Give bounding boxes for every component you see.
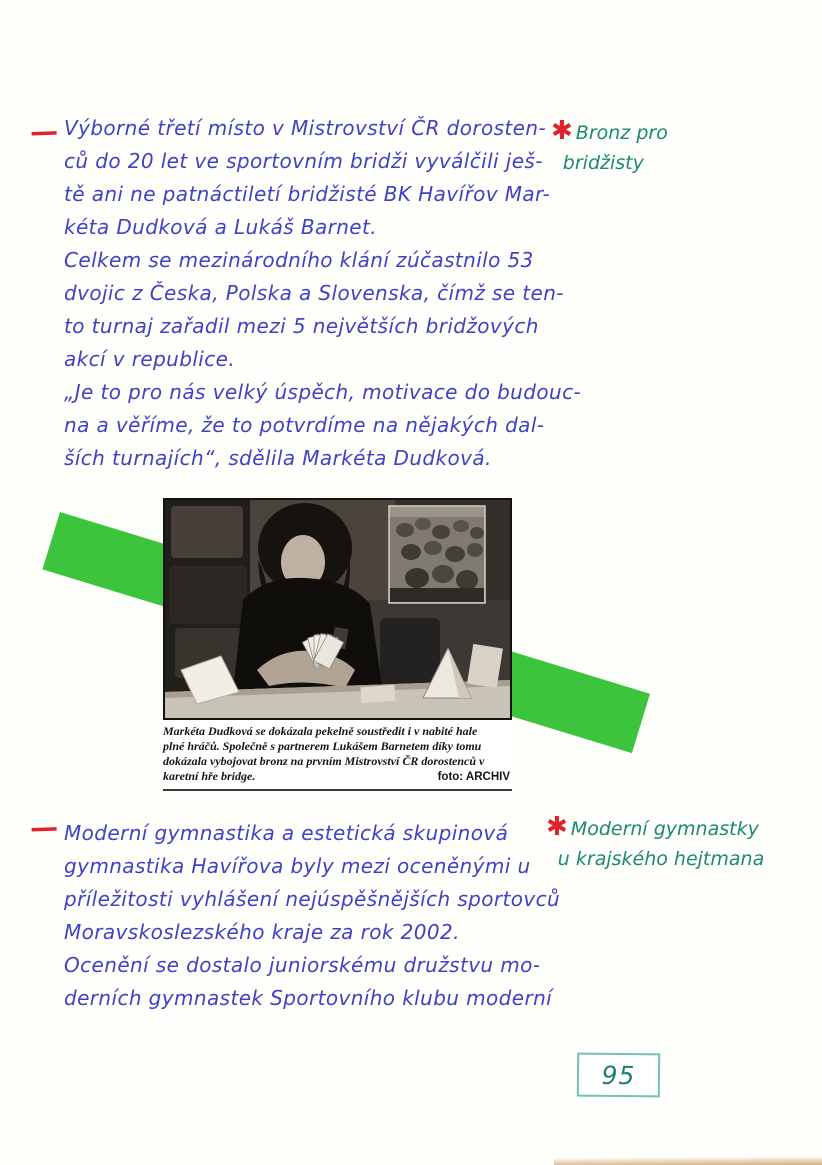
handwritten-line: tě ani ne patnáctiletí bridžisté BK Havířov Mar- bbox=[64, 182, 551, 206]
handwritten-line: Moravskoslezského kraje za rok 2002. bbox=[64, 920, 460, 944]
margin-note-line: u krajského hejtmana bbox=[557, 848, 765, 870]
margin-note-gym bbox=[546, 814, 764, 874]
article-gym-text bbox=[64, 817, 560, 1015]
handwritten-line: kéta Dudková a Lukáš Barnet. bbox=[64, 215, 378, 239]
margin-note-line: bridžisty bbox=[562, 152, 644, 174]
photo-credit: foto: ARCHIV bbox=[437, 771, 510, 783]
handwritten-line: na a věříme, že to potvrdíme na nějakých dal- bbox=[64, 413, 545, 437]
handwritten-line: ců do 20 let ve sportovním bridži vyválčili ješ- bbox=[64, 149, 543, 173]
bridge-photo-illustration bbox=[165, 500, 510, 718]
margin-note-line: Moderní gymnastky bbox=[570, 818, 759, 840]
handwritten-line: Výborné třetí místo v Mistrovství ČR dorosten- bbox=[64, 116, 547, 140]
caption-line: dokázala vybojovat bronz na prvním Mistrovství ČR dorostenců v bbox=[163, 754, 485, 768]
handwritten-line: Moderní gymnastika a estetická skupinová bbox=[64, 821, 509, 845]
handwritten-line: gymnastika Havířova byly mezi oceněnými u bbox=[64, 854, 531, 878]
caption-line: karetní hře bridge. bbox=[163, 769, 256, 783]
handwritten-line: „Je to pro nás velký úspěch, motivace do budouc- bbox=[64, 380, 582, 404]
red-dash-marker: — bbox=[29, 114, 59, 149]
caption-line: Markéta Dudková se dokázala pekelně soustředit i v nabité hale bbox=[163, 724, 478, 738]
handwritten-line: to turnaj zařadil mezi 5 největších bridžových bbox=[64, 314, 539, 338]
margin-note-bridge bbox=[551, 118, 668, 178]
handwritten-line: příležitosti vyhlášení nejúspěšnějších sportovců bbox=[64, 887, 561, 911]
handwritten-line: ších turnajích“, sdělila Markéta Dudková. bbox=[64, 446, 492, 470]
newspaper-clipping bbox=[163, 498, 512, 791]
bridge-photo bbox=[163, 498, 512, 720]
photo-caption bbox=[163, 720, 512, 791]
page-number: 95 bbox=[601, 1060, 636, 1090]
handwritten-line: Celkem se mezinárodního klání zúčastnilo 53 bbox=[64, 248, 534, 272]
handwritten-line: akcí v republice. bbox=[64, 347, 236, 371]
book-edge-shadow bbox=[554, 1156, 822, 1165]
red-dash-marker: — bbox=[29, 810, 59, 845]
handwritten-line: Ocenění se dostalo juniorskému družstvu mo- bbox=[64, 953, 541, 977]
handwritten-line: derních gymnastek Sportovního klubu moderní bbox=[64, 986, 553, 1010]
caption-line: plné hráčů. Společně s partnerem Lukášem Barnetem díky tomu bbox=[163, 739, 482, 753]
red-asterisk-icon: ✱ bbox=[546, 812, 568, 842]
article-bridge-text bbox=[64, 112, 581, 475]
green-parallelogram-left bbox=[42, 512, 182, 607]
page-number-box bbox=[577, 1053, 660, 1098]
red-asterisk-icon: ✱ bbox=[551, 116, 573, 146]
handwritten-line: dvojic z Česka, Polska a Slovenska, čímž se ten- bbox=[64, 281, 564, 305]
margin-note-line: Bronz pro bbox=[575, 122, 668, 144]
